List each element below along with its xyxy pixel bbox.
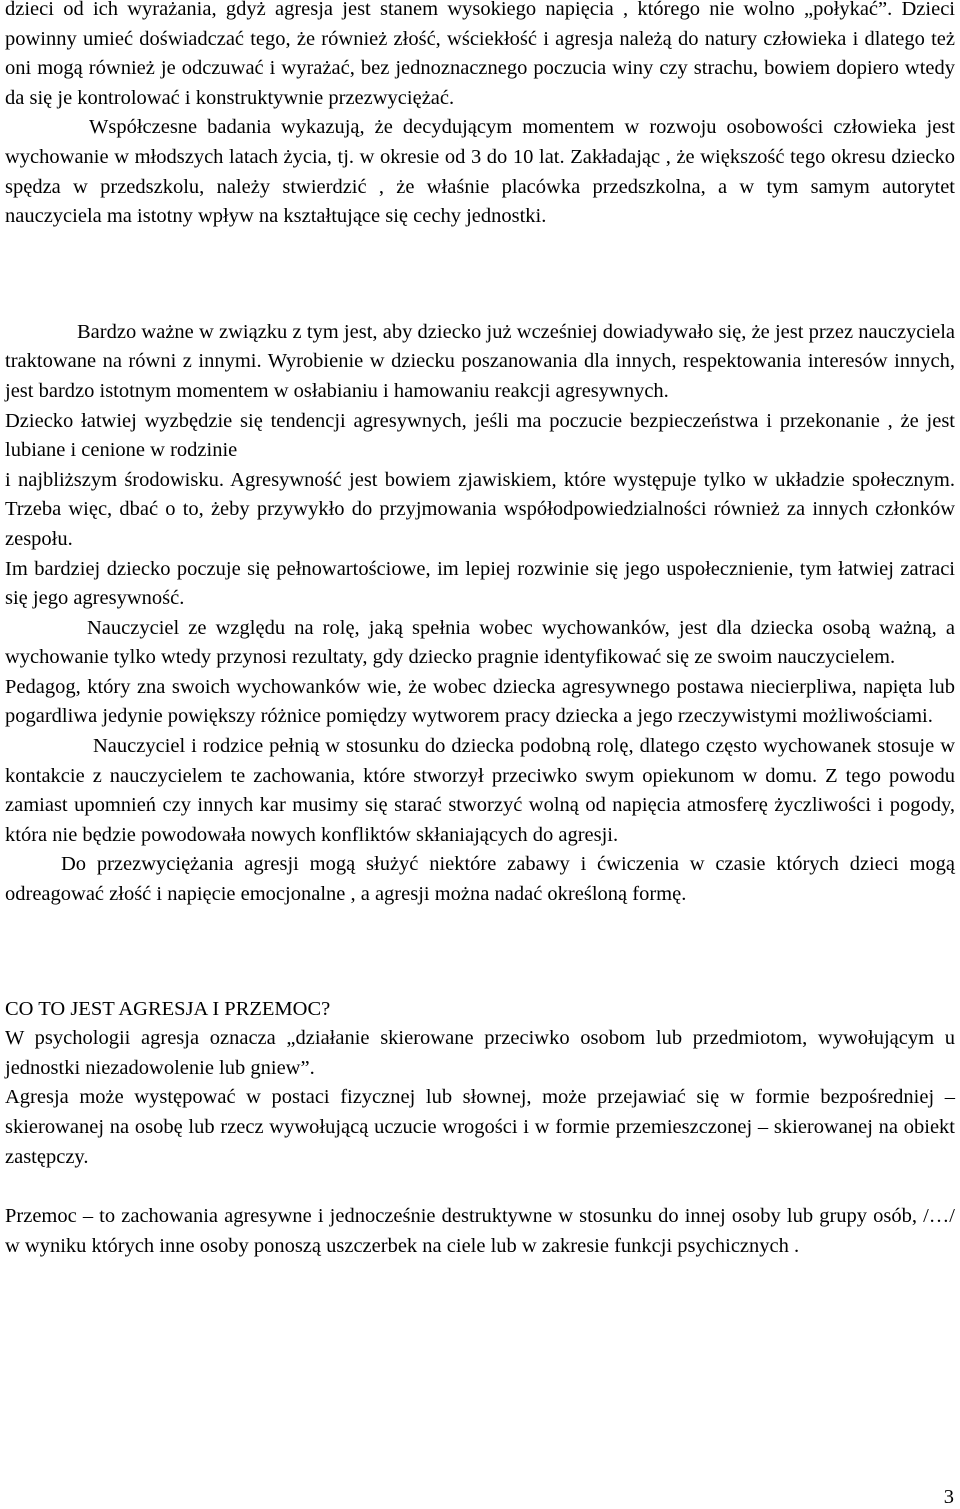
paragraph-teacher-parents: Nauczyciel i rodzice pełnią w stosunku do dziecka podobną rolę, dlatego często wychowanek stosuje w kontakcie z nauczycielem te zachowania, które stworzył przeciwko swym opiekunom w domu. Z tego powodu zamiast upomnień czy innych kar musimy się starać stworzyć wolną od napięcia atmosferę życzliwości i pogody, która nie będzie powodowała nowych konfliktów skłaniających do agresji.	[5, 735, 955, 846]
document-page	[5, 0, 955, 1261]
paragraph-games-exercises: Do przezwyciężania agresji mogą służyć niektóre zabawy i ćwiczenia w czasie których dzieci mogą odreagować złość i napięcie emocjonalne , a agresji można nadać określoną formę.	[5, 853, 955, 906]
paragraph-socialization: Im bardziej dziecko poczuje się pełnowartościowe, im lepiej rozwinie się jego uspołecznienie, tym łatwiej zatraci się jego agresywność.	[5, 557, 955, 610]
paragraph-spacer	[5, 1172, 955, 1202]
definition-violence: Przemoc – to zachowania agresywne i jednocześnie destruktywne w stosunku do innej osoby lub grupy osób, /…/ w wyniku których inne osoby ponoszą uszczerbek na ciele lub w zakresie funkcji psychicznych .	[5, 1205, 955, 1257]
paragraph-spacer	[5, 232, 955, 318]
paragraph-modern-research: Współczesne badania wykazują, że decydującym momentem w rozwoju osobowości człowieka jest wychowanie w młodszych latach życia, tj. w okresie od 3 do 10 lat. Zakładając , że większość tego okresu dziecko spędza w przedszkolu, należy stwierdzić , że właśnie placówka przedszkolna, a w tym samym autorytet nauczyciela ma istotny wpływ na kształtujące się cechy jednostki.	[5, 116, 955, 228]
paragraph-social-environment: i najbliższym środowisku. Agresywność jest bowiem zjawiskiem, które występuje tylko w układzie społecznym. Trzeba więc, dbać o to, żeby przywykło do przyjmowania współodpowiedzialności również za innych członków zespołu.	[5, 468, 955, 550]
definition-aggression: W psychologii agresja oznacza „działanie skierowane przeciwko osobom lub przedmiotom, wywołującym u jednostki niezadowolenie lub gniew”.	[5, 1027, 955, 1079]
paragraph-teacher-role: Nauczyciel ze względu na rolę, jaką spełnia wobec wychowanków, jest dla dziecka osobą ważną, a wychowanie tylko wtedy przynosi rezultaty, gdy dziecko pragnie identyfikować się ze swoim nauczycielem.	[5, 616, 955, 669]
paragraph-security: Dziecko łatwiej wyzbędzie się tendencji agresywnych, jeśli ma poczucie bezpieczeństwa i przekonanie , że jest lubiane i cenione w rodzinie	[5, 409, 955, 462]
definition-aggression-forms: Agresja może występować w postaci fizycznej lub słownej, może przejawiać się w formie bezpośredniej – skierowanej na osobę lub rzecz wywołującą uczucie wrogości i w formie przemieszczonej – skierowanej na obiekt zastępczy.	[5, 1086, 955, 1168]
section-heading: CO TO JEST AGRESJA I PRZEMOC?	[5, 997, 331, 1020]
paragraph-equal-treatment: Bardzo ważne w związku z tym jest, aby dziecko już wcześniej dowiadywało się, że jest przez nauczyciela traktowane na równi z innymi. Wyrobienie w dziecku poszanowania dla innych, respektowania interesów innych, jest bardzo istotnym momentem w osłabianiu i hamowaniu reakcji agresywnych.	[5, 320, 955, 402]
paragraph-anger-expression: dzieci od ich wyrażania, gdyż agresja jest stanem wysokiego napięcia , którego nie wolno „połykać”. Dzieci powinny umieć doświadczać tego, że również złość, wściekłość i agresja należą do natury człowieka i dlatego też oni mogą również je odczuwać i wyrażać, bez jednoznacznego poczucia winy czy strachu, bowiem dopiero wtedy da się je kontrolować i konstruktywnie przezwyciężać.	[5, 0, 955, 109]
page-number: 3	[943, 1486, 954, 1508]
paragraph-pedagogue: Pedagog, który zna swoich wychowanków wie, że wobec dziecka agresywnego postawa niecierpliwa, napięta lub pogardliwa jedynie powiększy różnice pomiędzy wytworem pracy dziecka a jego rzeczywistymi możliwościami.	[5, 675, 955, 728]
paragraph-spacer	[5, 910, 955, 995]
